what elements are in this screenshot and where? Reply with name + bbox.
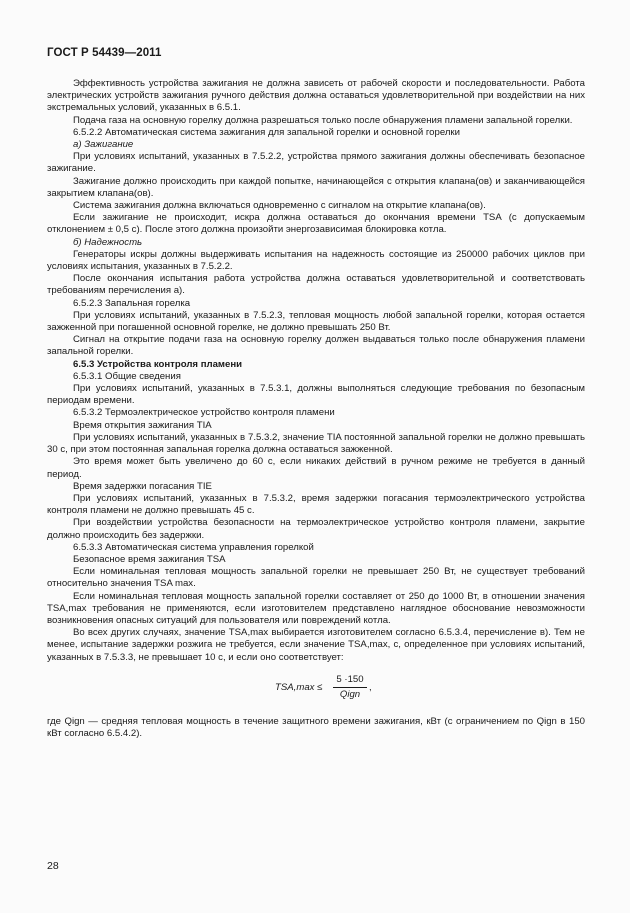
section-heading: 6.5.3.3 Автоматическая система управления горелкой (73, 541, 314, 553)
paragraph: Сигнал на открытие подачи газа на основную горелку должен выдаваться только после обнаружения пламени запальной горелки. (47, 334, 585, 358)
paragraph: При условиях испытаний, указанных в 7.5.2.2, устройства прямого зажигания должны обеспечивать безопасное зажигание. (47, 151, 585, 175)
formula-explanation: где Qign — средняя тепловая мощность в течение защитного времени зажигания, кВт (с ограничением по Qign в 150 кВт согласно 6.5.4.2). (47, 715, 585, 739)
paragraph: Это время может быть увеличено до 60 с, если никаких действий в ручном режиме не требуется в данный период. (47, 456, 585, 480)
section-heading: 6.5.2.2 Автоматическая система зажигания для запальной горелки и основной горелки (73, 126, 460, 138)
paragraph: Подача газа на основную горелку должна разрешаться только после обнаружения пламени запальной горелки. (73, 114, 573, 126)
section-heading: 6.5.3.1 Общие сведения (73, 370, 181, 382)
subsection-label: б) Надежность (73, 236, 143, 248)
paragraph: Генераторы искры должны выдерживать испытания на надежность состоящие из 250000 рабочих циклов при условиях испытания, указанных в 7.5.2.2. (47, 248, 585, 273)
term-label: Время задержки погасания TIE (73, 480, 212, 492)
paragraph: Во всех других случаях, значение TSA,max выбирается изготовителем согласно 6.5.3.4, перечисление в). Тем не менее, испытание задержки розжига не требуется, если значение TSA,max, с, определенное при условиях испытаний, указанных в 7.5.3.3, не превышает 10 с, и если оно соответствует: (47, 627, 585, 663)
paragraph: Если номинальная тепловая мощность запальной горелки не превышает 250 Вт, не существует требований относительно значения TSA max. (47, 566, 585, 590)
formula-lhs: TSA,max ≤ (275, 681, 323, 693)
paragraph: При условиях испытаний, указанных в 7.5.3.1, должны выполняться следующие требования по безопасным периодам времени. (47, 383, 585, 407)
paragraph: При воздействии устройства безопасности на термоэлектрическое устройство контроля пламени, закрытие должно происходить без задержки. (47, 517, 585, 541)
formula-numerator: 5 ·150 (333, 674, 367, 688)
paragraph: При условиях испытаний, указанных в 7.5.3.2, значение TIA постоянной запальной горелки не должно превышать 30 с, при этом постоянная запальная горелка должна оставаться зажженной. (47, 431, 585, 456)
formula (47, 674, 585, 704)
paragraph: При условиях испытаний, указанных в 7.5.2.3, тепловая мощность любой запальной горелки, которая остается зажженной при погашенной основной горелке, не должно превышать 250 Вт. (47, 309, 585, 334)
formula-fraction (333, 674, 367, 701)
paragraph: Если зажигание не происходит, искра должна оставаться до окончания времени TSA (с допускаемым отклонением ± 0,5 с). После этого должна произойти энергозависимая блокировка котла. (47, 212, 585, 236)
formula-comma: , (369, 681, 372, 693)
document-header: ГОСТ Р 54439—2011 (47, 47, 162, 59)
formula-denominator: Qign (339, 688, 361, 700)
paragraph: Эффективность устройства зажигания не должна зависеть от рабочей скорости и последовательности. Работа электрических устройств зажигания ручного действия должна оставаться удовлетворительной при воздействии на них экстремальных условий, указанных в 6.5.1. (47, 78, 585, 114)
term-label: Время открытия зажигания TIA (73, 419, 212, 431)
paragraph: Если номинальная тепловая мощность запальной горелки составляет от 250 до 1000 Вт, в отношении значения TSA,max требования не применяются, если изготовителем представлено наглядное обоснование невозможности возникновения опасных ситуаций для пользователя или повреждений котла. (47, 590, 585, 626)
document-body (47, 78, 585, 740)
paragraph: Система зажигания должна включаться одновременно с сигналом на открытие клапана(ов). (73, 200, 486, 212)
term-label: Безопасное время зажигания TSA (73, 553, 226, 565)
section-heading-bold: 6.5.3 Устройства контроля пламени (73, 358, 243, 370)
section-heading: 6.5.2.3 Запальная горелка (73, 297, 191, 309)
paragraph: При условиях испытаний, указанных в 7.5.3.2, время задержки погасания термоэлектрического устройства контроля пламени не должно превышать 45 с. (47, 492, 585, 517)
paragraph: Зажигание должно происходить при каждой попытке, начинающейся с открытия клапана(ов) и заканчивающейся закрытием клапана(ов). (47, 175, 585, 199)
subsection-label: а) Зажигание (73, 139, 134, 151)
page-number: 28 (47, 860, 59, 872)
section-heading: 6.5.3.2 Термоэлектрическое устройство контроля пламени (73, 407, 335, 419)
paragraph: После окончания испытания работа устройства должна оставаться удовлетворительной и соответствовать требованиям перечисления а). (47, 273, 585, 297)
